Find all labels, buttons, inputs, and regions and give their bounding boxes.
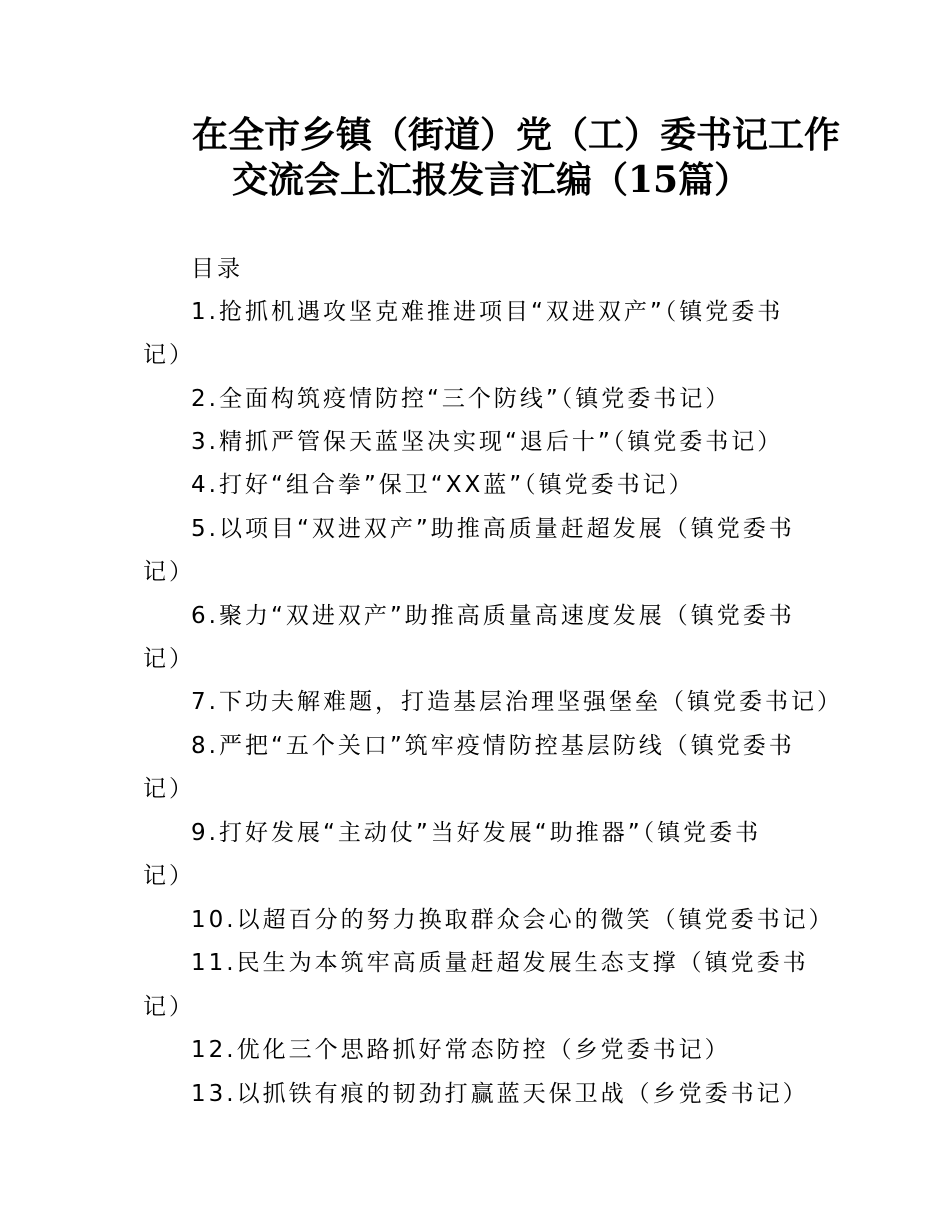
toc-item: 10.以超百分的努力换取群众会心的微笑（镇党委书记） — [191, 907, 835, 933]
toc-item: 6.聚力“双进双产”助推高质量高速度发展（镇党委书 — [191, 603, 795, 629]
toc-item-continuation: 记） — [143, 863, 195, 889]
toc-item-continuation: 记） — [143, 646, 195, 672]
toc-item-continuation: 记） — [143, 776, 195, 802]
toc-item: 9.打好发展“主动仗”当好发展“助推器”（镇党委书 — [191, 820, 762, 846]
toc-item: 3.精抓严管保天蓝坚决实现“退后十”（镇党委书记） — [191, 429, 784, 455]
toc-item: 2.全面构筑疫情防控“三个防线”（镇党委书记） — [191, 386, 732, 412]
document-title-line-1: 在全市乡镇（街道）党（工）委书记工作 — [192, 114, 841, 156]
toc-item: 4.打好“组合拳”保卫“XX蓝”（镇党委书记） — [191, 472, 695, 498]
toc-item: 7.下功夫解难题，打造基层治理坚强堡垒（镇党委书记） — [191, 689, 843, 715]
toc-item: 1.抢抓机遇攻坚克难推进项目“双进双产”（镇党委书 — [191, 299, 784, 325]
toc-heading: 目录 — [191, 256, 243, 282]
toc-item-continuation: 记） — [143, 994, 195, 1020]
document-title-line-2: 交流会上汇报发言汇编（15篇） — [232, 159, 751, 201]
toc-item: 13.以抓铁有痕的韧劲打赢蓝天保卫战（乡党委书记） — [191, 1081, 809, 1107]
toc-item: 12.优化三个思路抓好常态防控（乡党委书记） — [191, 1037, 731, 1063]
toc-item: 8.严把“五个关口”筑牢疫情防控基层防线（镇党委书 — [191, 733, 795, 759]
toc-item: 5.以项目“双进双产”助推高质量赶超发展（镇党委书 — [191, 516, 795, 542]
toc-item: 11.民生为本筑牢高质量赶超发展生态支撑（镇党委书 — [191, 950, 809, 976]
toc-item-continuation: 记） — [143, 559, 195, 585]
toc-item-continuation: 记） — [143, 342, 195, 368]
